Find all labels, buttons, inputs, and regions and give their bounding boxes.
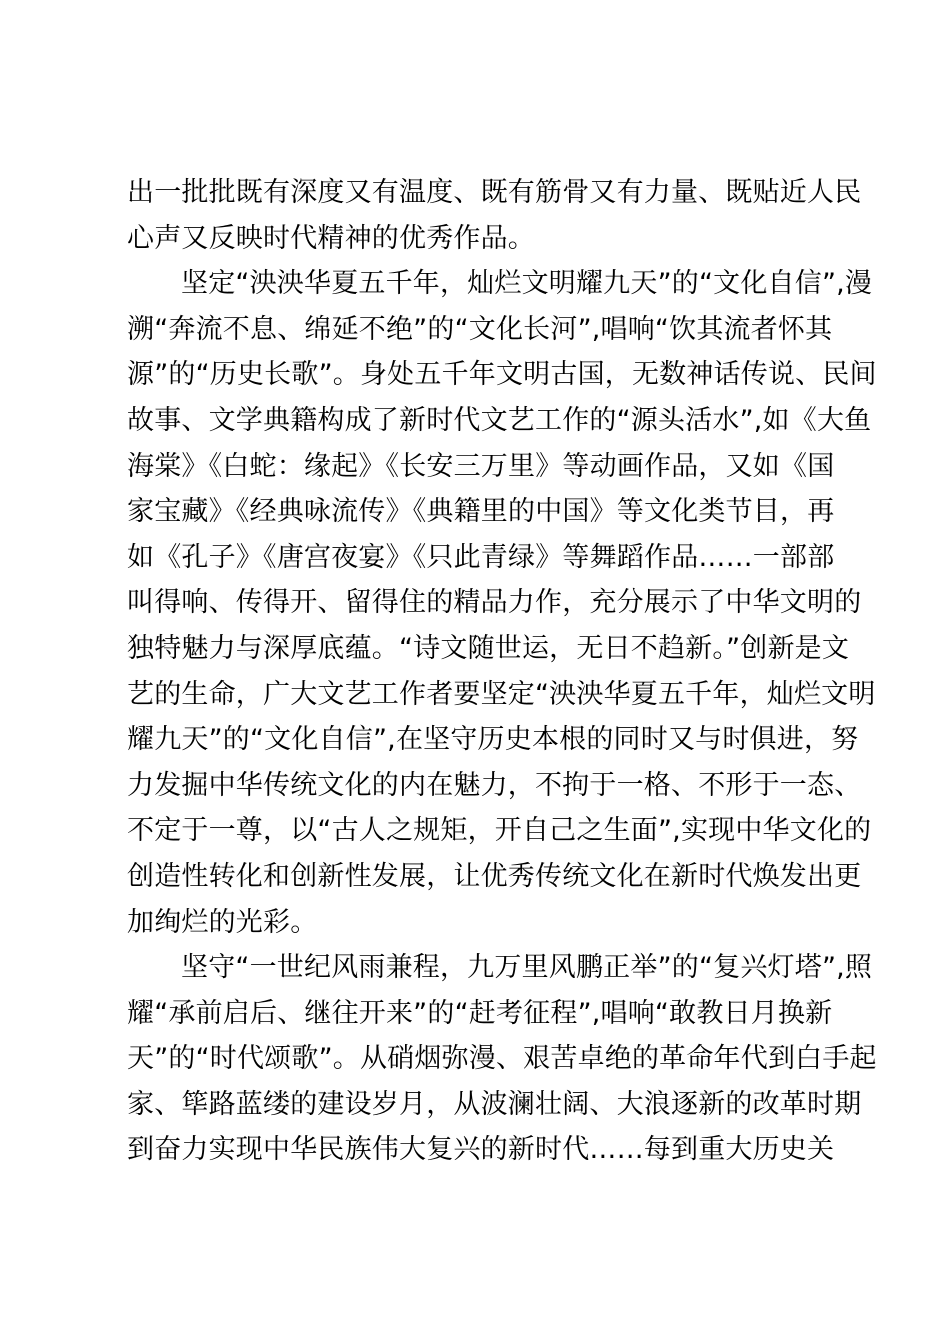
paragraph-1	[127, 170, 862, 261]
paragraph-3	[127, 945, 877, 1173]
text-line: 天”的“时代颂歌”。从硝烟弥漫、艰苦卓绝的革命年代到白手起	[127, 1043, 877, 1075]
text-line: 独特魅力与深厚底蕴。“诗文随世运，无日不趋新。”创新是文	[127, 632, 850, 664]
text-line: 海棠》《白蛇：缘起》《长安三万里》等动画作品，又如《国	[127, 450, 835, 482]
text-line: 家、筚路蓝缕的建设岁月，从波澜壮阔、大浪逐新的改革时期	[127, 1088, 862, 1120]
text-line: 叫得响、传得开、留得住的精品力作，充分展示了中华文明的	[127, 587, 862, 619]
text-line: 力发掘中华传统文化的内在魅力，不拘于一格、不形于一态、	[127, 769, 862, 801]
text-line: 耀九天”的“文化自信”,在坚守历史本根的同时又与时俱进，努	[127, 724, 859, 756]
text-line: 不定于一尊，以“古人之规矩，开自己之生面”,实现中华文化的	[127, 815, 872, 847]
text-line: 加绚烂的光彩。	[127, 906, 318, 938]
text-line: 故事、文学典籍构成了新时代文艺工作的“源头活水”,如《大鱼	[127, 404, 872, 436]
text-line: 出一批批既有深度又有温度、既有筋骨又有力量、既贴近人民	[127, 177, 862, 208]
text-line: 到奋力实现中华民族伟大复兴的新时代……每到重大历史关	[127, 1134, 835, 1166]
text-line: 创造性转化和创新性发展，让优秀传统文化在新时代焕发出更	[127, 860, 862, 892]
text-line: 家宝藏》《经典咏流传》《典籍里的中国》等文化类节目，再	[127, 496, 835, 528]
text-line: 如《孔子》《唐宫夜宴》《只此青绿》等舞蹈作品……一部部	[127, 541, 835, 573]
text-line: 坚定“泱泱华夏五千年，灿烂文明耀九天”的“文化自信”,漫	[181, 268, 873, 300]
text-line: 溯“奔流不息、绵延不绝”的“文化长河”,唱响“饮其流者怀其	[127, 313, 833, 345]
body-text	[127, 170, 877, 1173]
text-line: 耀“承前启后、继往开来”的“赶考征程”,唱响“敢教日月换新	[127, 997, 833, 1029]
text-line: 艺的生命，广大文艺工作者要坚定“泱泱华夏五千年，灿烂文明	[127, 678, 876, 710]
text-line: 心声又反映时代精神的优秀作品。	[127, 222, 535, 254]
text-line: 源”的“历史长歌”。身处五千年文明古国，无数神话传说、民间	[127, 359, 877, 391]
paragraph-2	[127, 261, 877, 945]
text-line: 坚守“一世纪风雨兼程，九万里风鹏正举”的“复兴灯塔”,照	[181, 952, 873, 984]
